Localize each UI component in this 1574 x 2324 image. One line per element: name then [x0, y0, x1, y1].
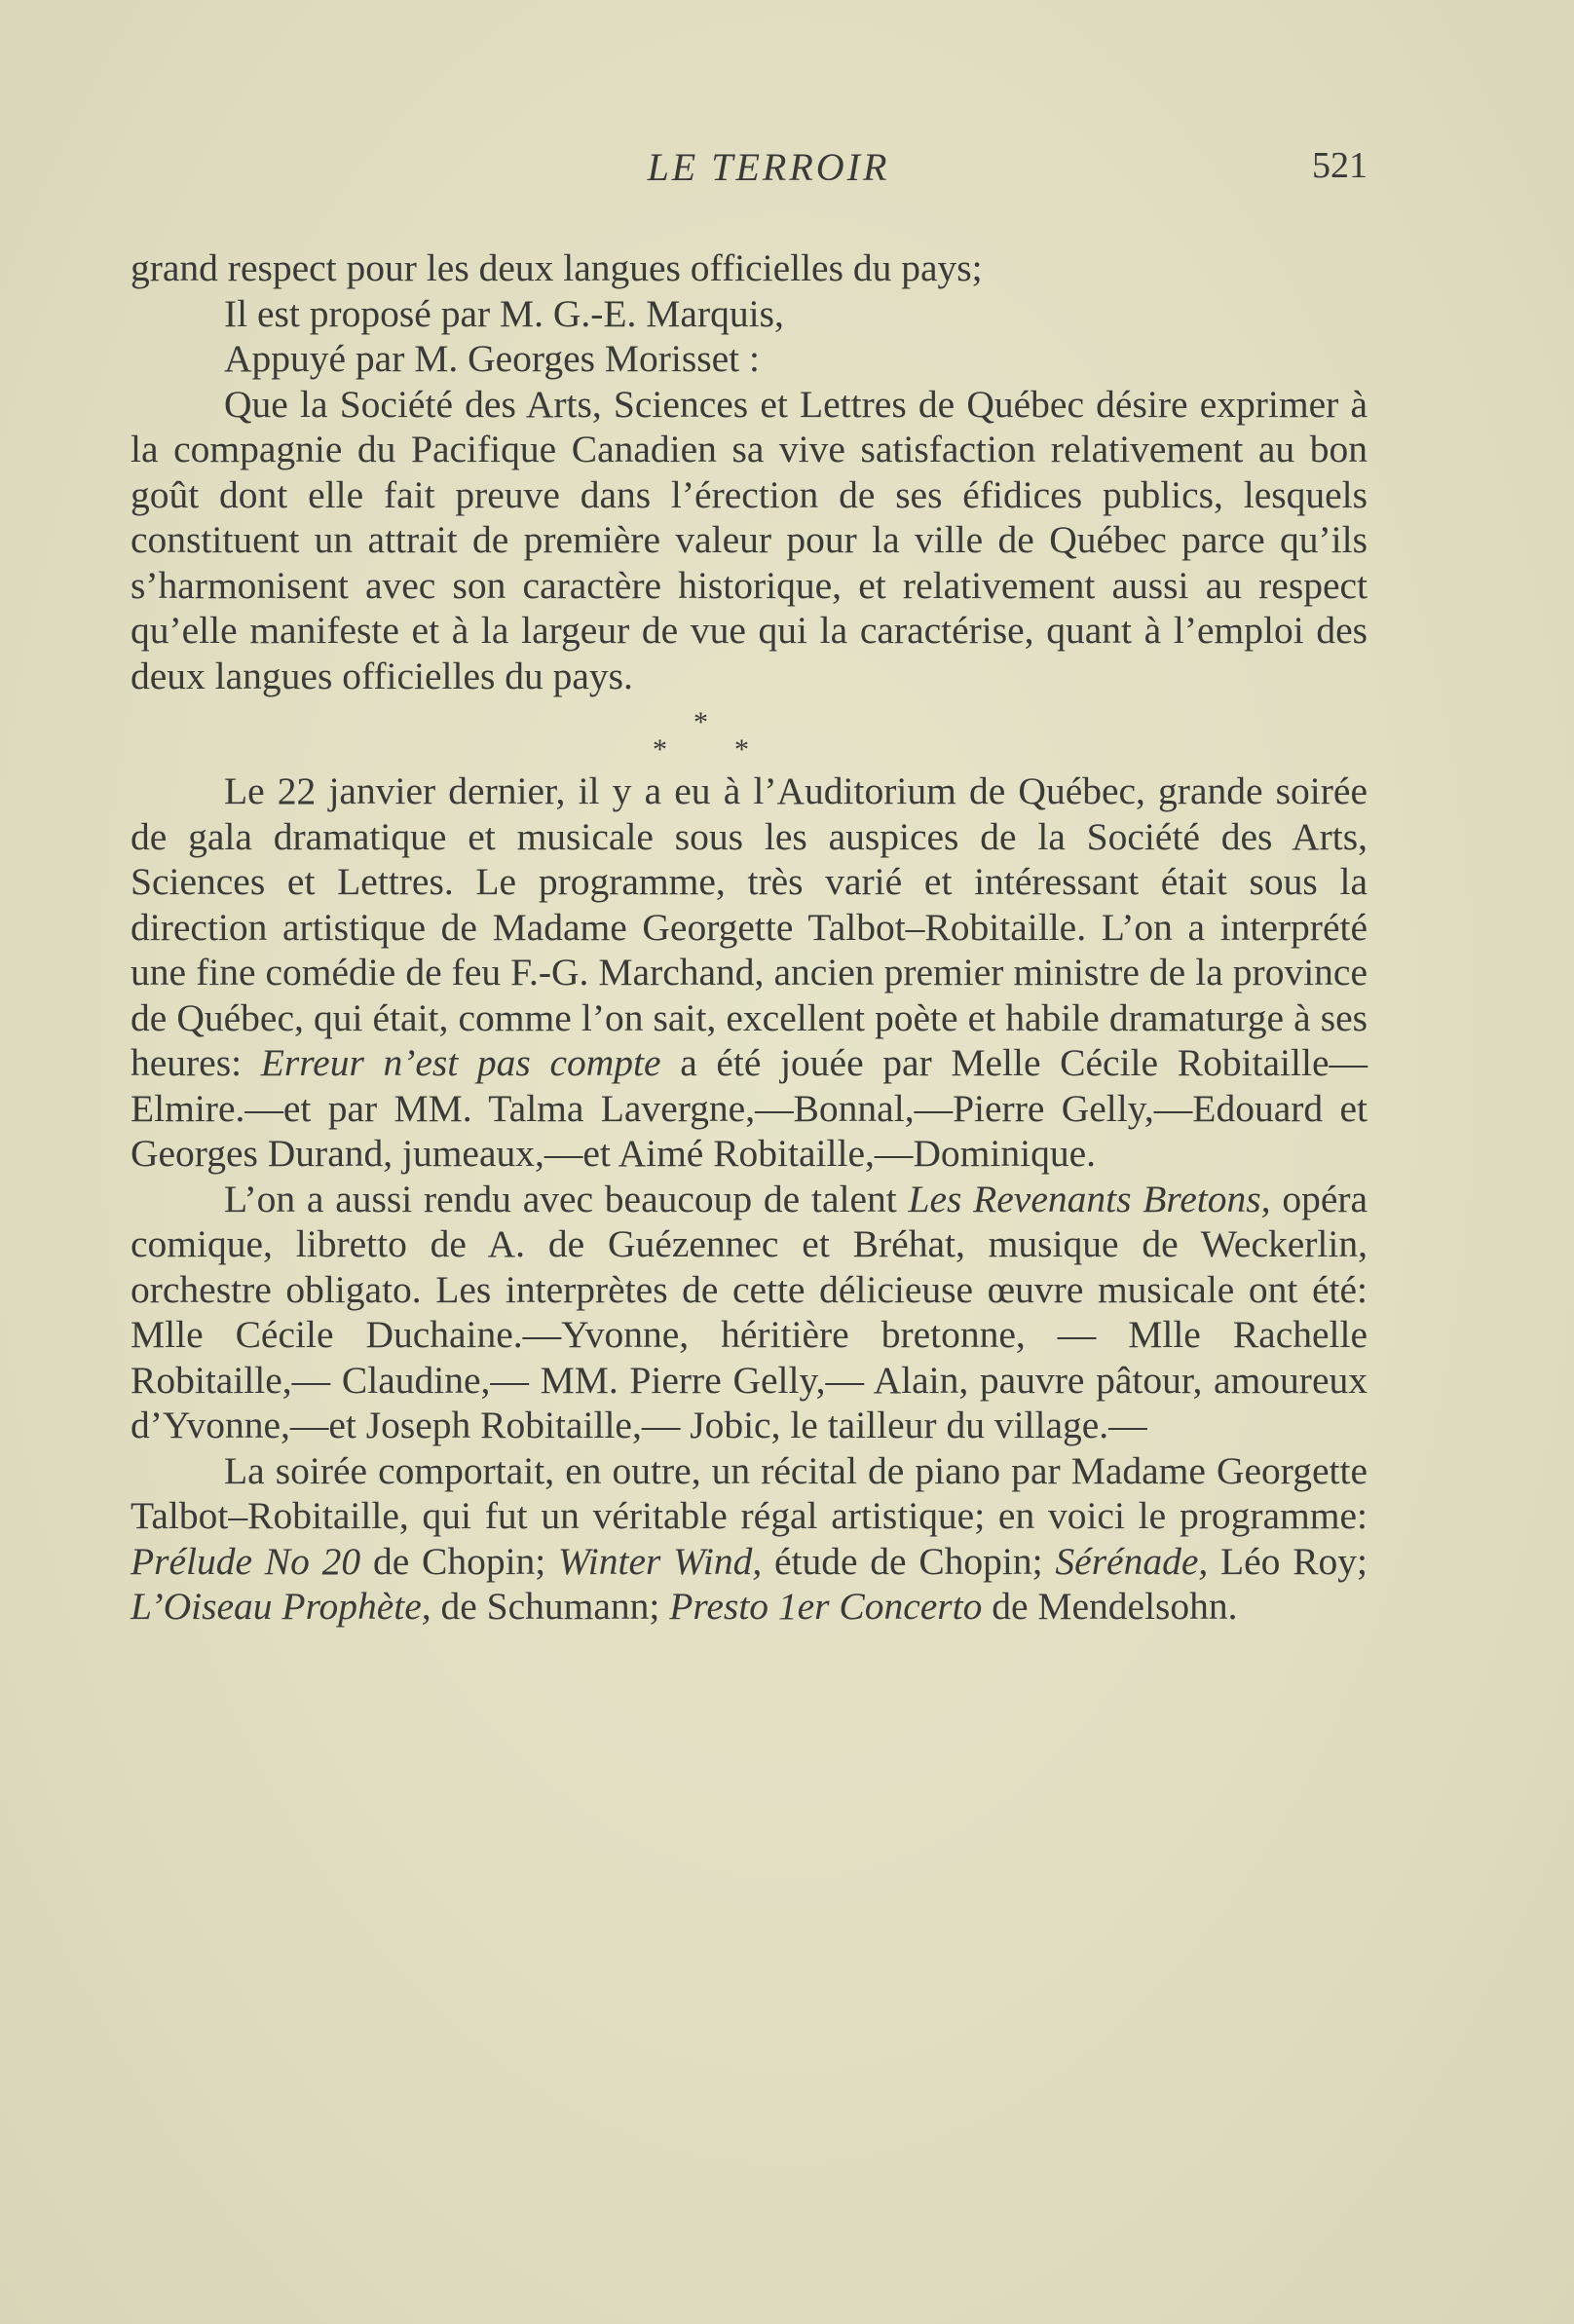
opera-intro-text: L’on a aussi rendu avec beaucoup de talent: [224, 1177, 897, 1220]
opera-title: Les Revenants Bretons,: [908, 1177, 1271, 1220]
play-title: Erreur n’est pas compte: [260, 1041, 661, 1084]
page-header: [131, 144, 1368, 203]
opera-details-text: opéra comique, libretto de A. de Guézennec et Bréhat, musique de Weckerlin, orchestre obligato. Les interprètes de cette délicieuse œuvre musicale ont été: Mlle Cécile Duchaine.—Yvonne, héritière bretonne, — Mlle Rachelle Robitaille,— Claudine,— MM. Pierre Gelly,— Alain, pauvre pâtour, amoureux d’Yvonne,—et Joseph Robitaille,— Jobic, le tailleur du village.—: [131, 1177, 1368, 1446]
program-item-composer: de Mendelsohn.: [992, 1585, 1238, 1628]
recital-intro-text: La soirée comportait, en outre, un récital de piano par Madame Georgette Talbot–Robitaille, qui fut un véritable régal artistique; en voici le programme:: [131, 1448, 1368, 1537]
page-number: 521: [1312, 145, 1368, 186]
program-item-title: Prélude No 20: [131, 1539, 361, 1583]
program-item-composer: de Chopin;: [372, 1539, 546, 1583]
program-item-title: Sérénade,: [1055, 1539, 1209, 1583]
running-title: LE TERROIR: [647, 145, 890, 189]
program-item-title: Presto 1er Concerto: [669, 1585, 983, 1628]
resolution-paragraph: Que la Société des Arts, Sciences et Lettres de Québec désire exprimer à la compagnie du Pacifique Canadien sa vive satisfaction relativement au bon goût dont elle fait preuve dans l’érection de ses éfidices publics, lesquels constituent un attrait de première valeur pour la ville de Québec parce qu’ils s’harmonisent avec son caractère historique, et relativement aussi au respect qu’elle manifeste et à la largeur de vue qui la caractérise, quant à l’emploi des deux langues officielles du pays.: [131, 382, 1368, 697]
asterism-star-left: *: [653, 733, 667, 766]
continued-paragraph: grand respect pour les deux langues officielles du pays;: [131, 246, 983, 289]
gala-paragraph: [131, 768, 1368, 1177]
program-item-composer: de Schumann;: [440, 1585, 660, 1628]
program-item-composer: étude de Chopin;: [773, 1539, 1043, 1583]
asterism-separator: [131, 698, 1368, 768]
cast-text: a été jouée par Melle Cécile Robitaille—Elmire.—et par MM. Talma Lavergne,—Bonnal,—Pierre Gelly,—Edouard et Georges Durand, jumeaux,—et Aimé Robitaille,—Dominique.: [131, 1041, 1368, 1175]
program-item-composer: Léo Roy;: [1220, 1539, 1368, 1583]
asterism-star-top: *: [693, 706, 708, 738]
recital-paragraph: [131, 1448, 1368, 1630]
proposal-line: Il est proposé par M. G.-E. Marquis,: [224, 291, 784, 335]
program-item-title: Winter Wind,: [558, 1539, 763, 1583]
gala-text: Le 22 janvier dernier, il y a eu à l’Auditorium de Québec, grande soirée de gala dramatique et musicale sous les auspices de la Société des Arts, Sciences et Lettres. Le programme, très varié et intéressant était sous la direction artistique de Madame Georgette Talbot–Robitaille. L’on a interprété une fine comédie de feu F.-G. Marchand, ancien premier ministre de la province de Québec, qui était, comme l’on sait, excellent poète et habile dramaturge à ses heures:: [131, 769, 1368, 1084]
seconded-line: Appuyé par M. Georges Morisset :: [224, 337, 760, 380]
opera-paragraph: [131, 1177, 1368, 1448]
article-body: [131, 245, 1368, 1630]
asterism-star-right: *: [734, 733, 749, 766]
program-item-title: L’Oiseau Prophète,: [131, 1585, 431, 1628]
